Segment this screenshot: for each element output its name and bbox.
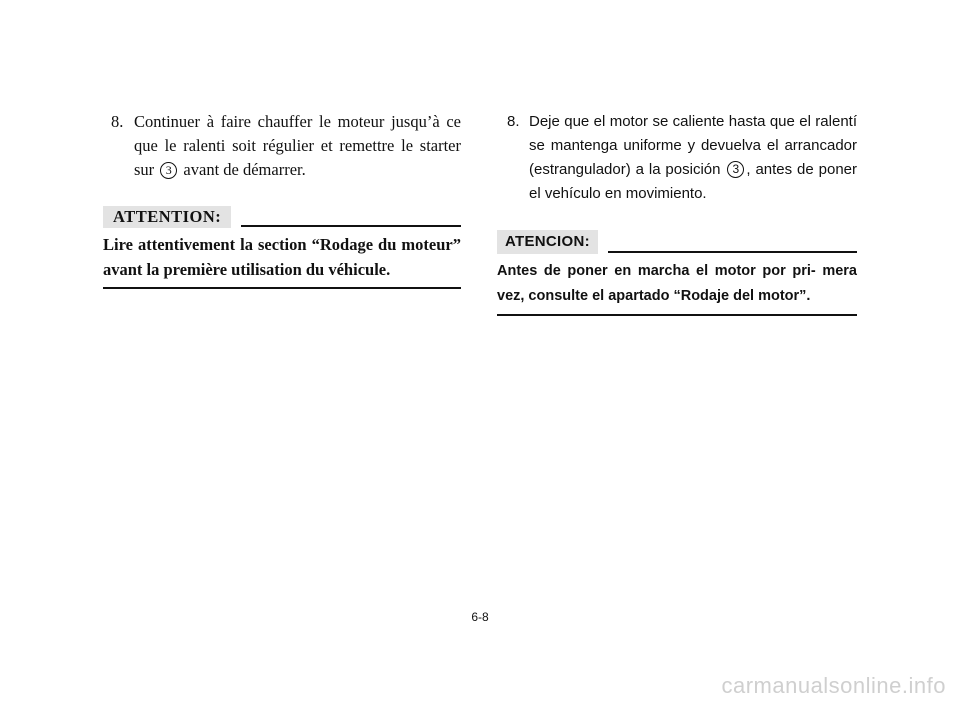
step-text-end: avant de démarrer. <box>183 160 306 179</box>
step-text: Deje que el motor se caliente hasta que el ralentí se mantenga uniforme y devuelva el arrancador (estrangulador) a la posición <box>529 113 857 178</box>
notice-divider <box>608 251 857 253</box>
step-text: Continuer à faire chauffer le moteur jusqu’à ce que le ralenti soit régulier et remettre le starter sur <box>134 112 461 179</box>
notice-label: ATENCION: <box>497 230 598 254</box>
step-8-spanish <box>497 110 857 206</box>
step-text-end: , antes de poner el vehículo en movimiento. <box>529 161 858 202</box>
attention-notice <box>103 202 461 289</box>
watermark: carmanualsonline.info <box>721 673 946 698</box>
notice-header <box>497 228 857 254</box>
step-8-french <box>103 110 461 182</box>
circled-reference: 3 <box>160 162 177 179</box>
step-number: 8. <box>507 113 520 130</box>
french-column <box>103 110 461 289</box>
notice-divider <box>241 225 461 227</box>
notice-text: Lire attentivement la section “Rodage du moteur” avant la première utilisation du véhicule. <box>103 228 461 289</box>
circled-reference: 3 <box>727 161 744 178</box>
notice-label: ATTENTION: <box>103 206 231 228</box>
page-number: 6-8 <box>471 610 489 624</box>
atencion-notice <box>497 228 857 316</box>
notice-text: Antes de poner en marcha el motor por pri- mera vez, consulte el apartado “Rodaje del motor”. <box>497 254 857 316</box>
spanish-column <box>497 110 857 316</box>
notice-header <box>103 202 461 228</box>
step-number: 8. <box>111 112 124 131</box>
